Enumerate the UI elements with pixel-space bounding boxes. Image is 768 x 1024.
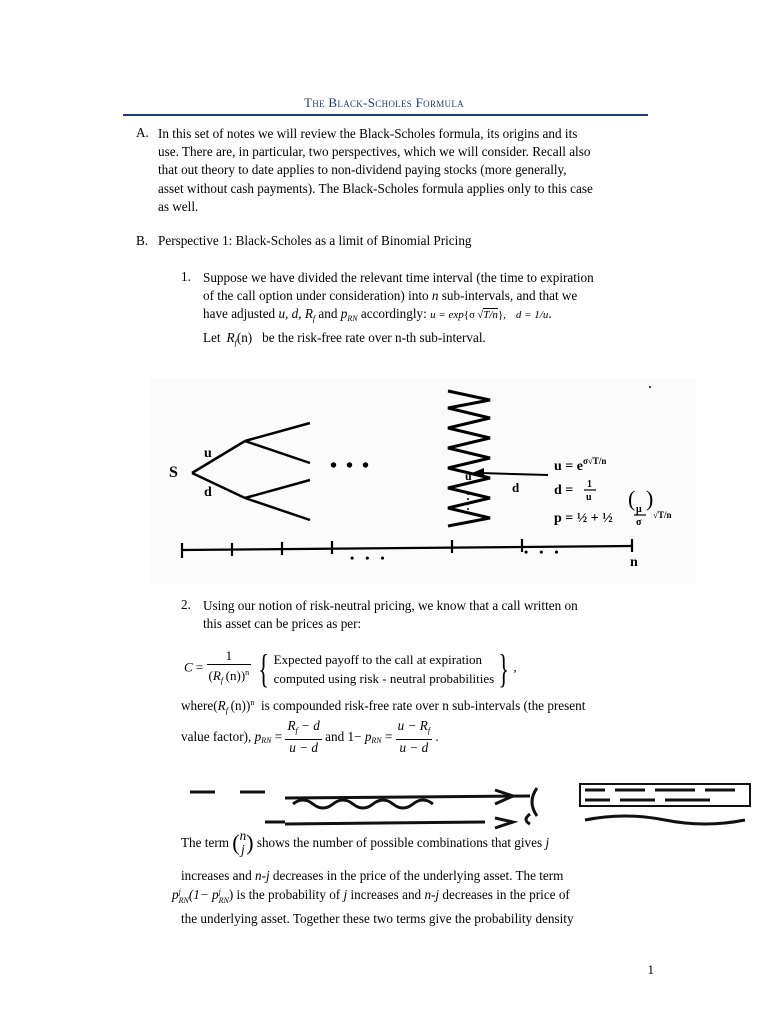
item-1-label: 1. — [181, 269, 191, 284]
item-1-line: have adjusted u, d, $R_f$ and $p_{RN}$ accordingly: u = exp{σ √T/n}, d = 1/u. — [203, 306, 552, 324]
item-1-line: Let $R_f(n)$ be the risk-free rate over n-th sub-interval. — [203, 329, 486, 347]
section-a-line: asset without cash payments). The Black-Scholes formula applies only to this case — [158, 180, 593, 196]
prn-fraction: $\frac{R_f - d}{u - d}$ — [287, 718, 320, 755]
down-move-label: d — [204, 485, 212, 500]
formula-d: d = — [554, 483, 574, 498]
value-factor-line: value factor), $p_{RN}$ = $\frac{R_f - d}{u - d}$ and $1- p_{RN}$ = $\frac{u - R_f}{u - d}$ . — [181, 718, 439, 755]
term-line-4: the underlying asset. Together these two terms give the probability density — [181, 911, 574, 926]
formula-d-num: 1 — [587, 479, 592, 490]
formula-p-num: μ — [636, 504, 642, 515]
call-price-equation: C = $\frac{1}{(R_f (n))^n}$ { Expected payoff to the call at expiration computed using risk - neutral probabilities } , — [184, 645, 517, 691]
page-title: The Black-Scholes Formula — [304, 95, 464, 110]
section-a-paragraph — [158, 125, 648, 216]
formula-p: p = ½ + ½ — [554, 511, 613, 526]
section-a-line: In this set of notes we will review the Black-Scholes formula, its origins and its — [158, 126, 578, 141]
section-a-line: use. There are, in particular, two perspectives, which we will consider. Recall also — [158, 144, 591, 160]
item-2-label: 2. — [181, 597, 191, 612]
section-b-label: B. — [136, 233, 149, 248]
term-line-3: p j RN (1− p j RN ) is the probability of j increases and n-j decreases in the price of — [172, 887, 570, 905]
formula-p-paren-open: ( — [628, 486, 636, 511]
formula-p-tail: √T/n — [653, 510, 672, 520]
item-1-paragraph — [203, 269, 653, 352]
up-move-label: u — [204, 446, 212, 461]
section-a-label: A. — [136, 125, 149, 140]
right-down-label: d — [512, 480, 520, 495]
u-definition: u = exp{σ √T/n}, — [430, 309, 506, 322]
item-2-line: Using our notion of risk-neutral pricing, we know that a call written on — [203, 598, 578, 613]
item-2-line: this asset can be prices as per: — [203, 616, 362, 632]
where-line: $where(R_f$ (n))$^n$ is compounded risk-free rate over n sub-intervals (the present — [181, 698, 586, 715]
axis-n-label: n — [630, 555, 638, 570]
page-number: 1 — [647, 962, 654, 977]
formula-p-paren-close: ) — [646, 486, 654, 511]
one-minus-prn-fraction: $\frac{u - R_f}{u - d}$ — [397, 718, 431, 755]
payoff-brace-content: Expected payoff to the call at expiration computed using risk - neutral probabilities — [273, 651, 495, 686]
item-2-paragraph — [203, 597, 653, 633]
d-definition: d = 1/u — [515, 309, 549, 322]
formula-p-den: σ — [636, 517, 642, 528]
section-a-line: as well. — [158, 198, 199, 214]
item-1-line: Suppose we have divided the relevant time interval (the time to expiration — [203, 270, 594, 285]
discount-fraction: $\frac{1}{(R_f (n))^n}$ — [208, 648, 250, 685]
term-line-1: The term ( n j ) shows the number of possible combinations that gives j — [181, 828, 550, 857]
binomial-tree-figure — [150, 378, 696, 584]
axis-dots-2: • • • — [524, 545, 563, 559]
node-s-label: S — [169, 464, 178, 481]
term-line-2: increases and n-j decreases in the price of the underlying asset. The term — [181, 868, 564, 883]
right-up-label: u — [465, 469, 472, 483]
axis-dots-1: • • • — [350, 551, 389, 565]
formula-u: $u = e^{\sigma√T/n}$ — [554, 456, 607, 474]
tree-ellipsis: • • • — [330, 455, 372, 477]
item-1-line: of the call option under consideration) into n sub-intervals, and that we — [203, 288, 578, 304]
title-rule — [123, 114, 648, 116]
section-a-line: that out theory to date applies to non-dividend paying stocks (more generally, — [158, 162, 567, 178]
section-b-heading: Perspective 1: Black-Scholes as a limit of Binomial Pricing — [158, 233, 472, 248]
illegible-equation-image — [185, 778, 768, 830]
formula-d-den: u — [586, 492, 592, 503]
binomial-coefficient: n j — [239, 828, 247, 857]
